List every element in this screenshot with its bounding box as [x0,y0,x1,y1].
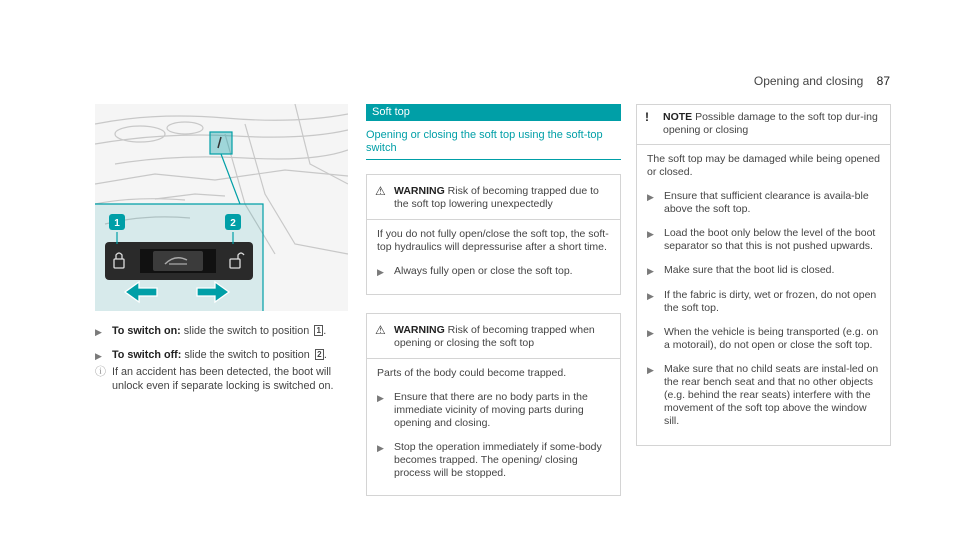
step-text: When the vehicle is being transported (e.g. on a motorail), do not open or close the soft top. [664,326,879,351]
list-item [647,264,882,278]
arrow-bullet-icon: ▶ [647,291,654,301]
step-text: Ensure that there are no body parts in the immediate vicinity of moving parts during opening and closing. [394,391,588,429]
page-number: 87 [876,74,890,88]
info-text: If an accident has been detected, the boot will unlock even if separate locking is switched on. [112,366,334,392]
step-text: Ensure that sufficient clearance is availa-ble above the soft top. [664,190,869,215]
warning-icon: ⚠ [375,184,386,198]
list-item: ▶ To switch off: slide the switch to position 2 . [95,349,360,364]
switch-panel [105,242,253,280]
step-label: To switch on: [112,325,181,337]
warning-paragraph: Parts of the body could become trapped. [377,367,567,379]
arrow-bullet-icon: ▶ [95,350,102,361]
arrow-bullet-icon: ▶ [647,229,654,239]
step-text: Always fully open or close the soft top. [394,265,573,277]
position-badge: 2 [315,349,324,360]
note-header [637,105,890,145]
info-icon: ⓘ [95,366,106,378]
list-item: ▶ To switch on: slide the switch to position 1 . [95,325,360,340]
arrow-bullet-icon: ▶ [377,267,384,277]
console-drawing [95,104,348,311]
soft-top-switch-illustration [95,104,348,311]
step-text: Load the boot only below the level of the boot separator so that this is not pushed upwards. [664,227,876,252]
arrow-bullet-icon: ▶ [647,328,654,338]
section-name: Opening and closing [753,74,864,88]
callout-2-label: 2 [230,218,236,229]
list-item [377,441,612,480]
warning-text: Risk of becoming trapped due to the soft top lowering unexpectedly [394,185,599,210]
section-title: Opening or closing the soft top using the soft-top switch [366,129,621,160]
arrow-bullet-icon: ▶ [377,443,384,453]
exclamation-icon: ! [645,110,649,124]
list-item [647,326,882,352]
section-bar: Soft top [366,104,621,121]
warning-body [367,359,620,495]
arrow-bullet-icon: ▶ [95,327,102,337]
list-item [377,391,612,430]
step-text: If the fabric is dirty, wet or frozen, do not open the soft top. [664,289,877,314]
warning-box [366,174,621,295]
note-body [637,145,890,445]
list-item [377,265,612,279]
arrow-bullet-icon: ▶ [377,393,384,403]
warning-text: Risk of becoming trapped when opening or closing the soft top [394,324,595,349]
step-text: Make sure that no child seats are instal-led on the rear bench seat and that no other objects (e.g. behind the rear seats) interfere with the movement of the soft top above the window sill. [664,363,879,427]
warning-label: WARNING [394,185,445,197]
warning-box [366,313,621,496]
step-text: slide the switch to position [184,348,310,361]
arrow-bullet-icon: ▶ [647,192,654,202]
step-label: To switch off: [112,348,182,361]
callout-1-label: 1 [114,218,120,229]
note-text: Possible damage to the soft top dur-ing opening or closing [663,111,878,136]
warning-paragraph: If you do not fully open/close the soft top, the soft-top hydraulics will depressurise after a short time. [377,228,609,253]
page-header [754,74,890,88]
arrow-bullet-icon: ▶ [647,365,654,375]
warning-header [367,314,620,359]
warning-icon: ⚠ [375,323,386,337]
warning-body [367,220,620,294]
note-box [636,104,891,446]
info-note [95,366,360,393]
position-badge: 1 [314,325,323,336]
list-item [647,227,882,253]
list-item [647,363,882,428]
list-item [647,190,882,216]
soft-top-section [366,104,621,514]
arrow-bullet-icon: ▶ [647,266,654,276]
note-label: NOTE [663,111,693,123]
switch-instructions [95,325,360,393]
step-text: Stop the operation immediately if some-body becomes trapped. The opening/ closing process will be stopped. [394,441,602,479]
step-text: Make sure that the boot lid is closed. [664,264,835,276]
note-paragraph: The soft top may be damaged while being opened or closed. [647,153,880,178]
warning-header [367,175,620,220]
warning-label: WARNING [394,324,445,336]
list-item [647,289,882,315]
step-text: slide the switch to position [183,325,310,337]
